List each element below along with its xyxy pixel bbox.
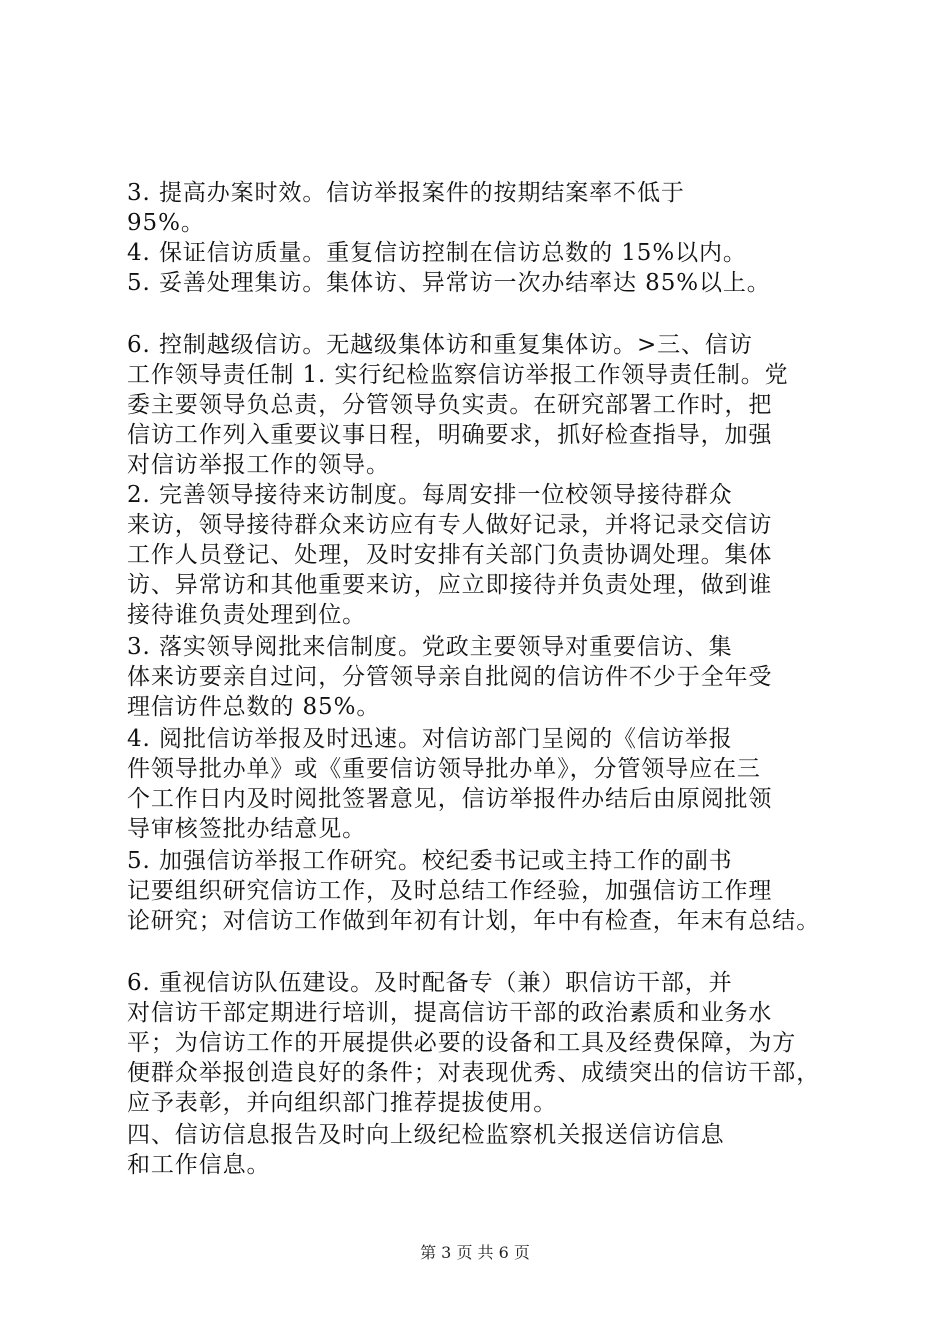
text-line: 理信访件总数的 85%。 bbox=[127, 694, 381, 720]
text-line: 接待谁负责处理到位。 bbox=[127, 602, 366, 628]
text-line: 6. 重视信访队伍建设。及时配备专（兼）职信访干部，并 bbox=[127, 970, 733, 996]
text-line: 工作领导责任制 1. 实行纪检监察信访举报工作领导责任制。党 bbox=[127, 362, 789, 388]
page-number: 第 3 页 共 6 页 bbox=[420, 1243, 530, 1262]
text-line: 来访，领导接待群众来访应有专人做好记录，并将记录交信访 bbox=[127, 512, 773, 538]
text-line: 对信访干部定期进行培训，提高信访干部的政治素质和业务水 bbox=[127, 1000, 773, 1026]
text-line: 体来访要亲自过问，分管领导亲自批阅的信访件不少于全年受 bbox=[127, 664, 773, 690]
text-line: 3. 落实领导阅批来信制度。党政主要领导对重要信访、集 bbox=[127, 634, 733, 660]
text-line: 工作人员登记、处理，及时安排有关部门负责协调处理。集体 bbox=[127, 542, 773, 568]
text-line: 和工作信息。 bbox=[127, 1152, 271, 1178]
text-line: 信访工作列入重要议事日程，明确要求，抓好检查指导，加强 bbox=[127, 422, 773, 448]
text-line: 对信访举报工作的领导。 bbox=[127, 452, 390, 478]
text-line: 6. 控制越级信访。无越级集体访和重复集体访。>三、信访 bbox=[127, 332, 753, 358]
text-line: 2. 完善领导接待来访制度。每周安排一位校领导接待群众 bbox=[127, 482, 733, 508]
text-line: 件领导批办单》或《重要信访领导批办单》，分管领导应在三 bbox=[127, 756, 761, 782]
text-line: 4. 保证信访质量。重复信访控制在信访总数的 15%以内。 bbox=[127, 240, 747, 266]
text-line: 便群众举报创造良好的条件；对表现优秀、成绩突出的信访干部， bbox=[127, 1060, 821, 1086]
text-line: 记要组织研究信访工作，及时总结工作经验，加强信访工作理 bbox=[127, 878, 773, 904]
text-line: 4. 阅批信访举报及时迅速。对信访部门呈阅的《信访举报 bbox=[127, 726, 733, 752]
text-line: 四、信访信息报告及时向上级纪检监察机关报送信访信息 bbox=[127, 1122, 725, 1148]
text-line: 导审核签批办结意见。 bbox=[127, 816, 366, 842]
text-line: 5. 加强信访举报工作研究。校纪委书记或主持工作的副书 bbox=[127, 848, 733, 874]
text-line: 访、异常访和其他重要来访，应立即接待并负责处理，做到谁 bbox=[127, 572, 773, 598]
text-line: 委主要领导负总责，分管领导负实责。在研究部署工作时，把 bbox=[127, 392, 773, 418]
text-line: 应予表彰，并向组织部门推荐提拔使用。 bbox=[127, 1090, 558, 1116]
text-line: 平；为信访工作的开展提供必要的设备和工具及经费保障，为方 bbox=[127, 1030, 797, 1056]
text-line: 5. 妥善处理集访。集体访、异常访一次办结率达 85%以上。 bbox=[127, 270, 771, 296]
text-line: 3. 提高办案时效。信访举报案件的按期结案率不低于 bbox=[127, 180, 685, 206]
text-line: 论研究；对信访工作做到年初有计划，年中有检查，年末有总结。 bbox=[127, 908, 821, 934]
text-line: 95%。 bbox=[127, 210, 205, 236]
text-line: 个工作日内及时阅批签署意见，信访举报件办结后由原阅批领 bbox=[127, 786, 773, 812]
